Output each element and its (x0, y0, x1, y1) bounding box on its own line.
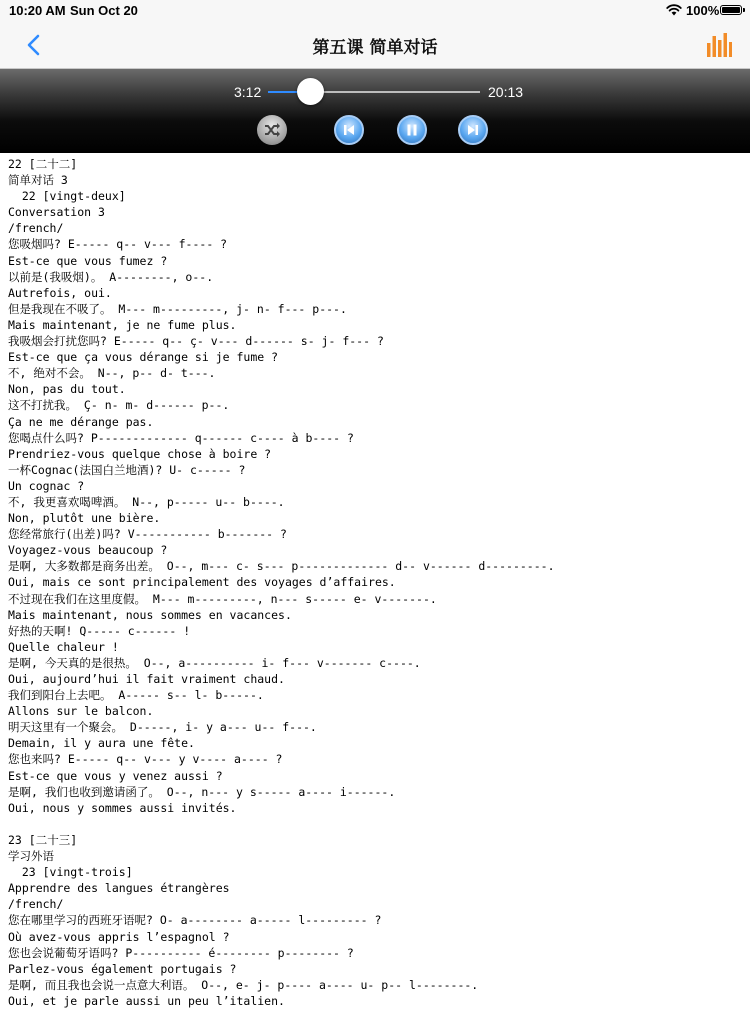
text-line: 一杯Cognac(法国白兰地酒)? U- c----- ? (8, 462, 246, 477)
text-line: 这不打扰我。 Ç- n- m- d------ p--. (8, 398, 230, 413)
text-line: Est-ce que ça vous dérange si je fume ? (8, 350, 279, 365)
text-line: Oui, mais ce sont principalement des voyages d’affaires. (8, 575, 396, 590)
text-line: Conversation 3 (8, 205, 105, 220)
navigation-bar (0, 22, 750, 69)
text-line: 是啊, 今天真的是很热。 O--, a---------- i- f--- v------- c----. (8, 655, 421, 670)
text-line: Oui, et je parle aussi un peu l’italien. (8, 993, 285, 1008)
text-line: Voyagez-vous beaucoup ? (8, 543, 168, 558)
text-line: 不过现在我们在这里度假。 M--- m---------, n--- s----- e- v-------. (8, 591, 437, 606)
text-line: 是啊, 我们也收到邀请函了。 O--, n--- y s----- a---- i------. (8, 784, 396, 799)
text-line: Demain, il y aura une fête. (8, 736, 195, 751)
text-line: /french/ (8, 221, 64, 236)
text-line: 简单对话 3 (8, 173, 68, 188)
text-line: Autrefois, oui. (8, 285, 112, 300)
text-line: 学习外语 (8, 849, 54, 864)
text-line: 不, 绝对不会。 N--, p-- d- t---. (8, 366, 216, 381)
text-line: 23 [vingt-trois] (8, 865, 133, 880)
lesson-text (8, 156, 748, 1008)
text-line: Ça ne me dérange pas. (8, 414, 154, 429)
text-line: Prendriez-vous quelque chose à boire ? (8, 446, 272, 461)
shuffle-icon (257, 115, 287, 145)
text-line: Quelle chaleur ! (8, 639, 119, 654)
text-line: 您经常旅行(出差)吗? V----------- b------- ? (8, 527, 287, 542)
text-line: 我吸烟会打扰您吗? E----- q-- ç- v--- d------ s- j- f--- ? (8, 334, 384, 349)
text-line: Oui, aujourd’hui il fait vraiment chaud. (8, 672, 285, 686)
text-line: Non, pas du tout. (8, 382, 126, 397)
text-line: /french/ (8, 897, 64, 912)
status-time: 10:20 AM (9, 3, 66, 18)
text-line: 您吸烟吗? E----- q-- v--- f---- ? (8, 237, 228, 252)
text-line: 不, 我更喜欢喝啤酒。 N--, p----- u-- b----. (8, 494, 285, 509)
text-line: 以前是(我吸烟)。 A--------, o--. (8, 269, 214, 284)
text-line: 好热的天啊! Q----- c------ ! (8, 623, 191, 638)
text-line: 是啊, 而且我也会说一点意大利语。 O--, e- j- p---- a---- u- p-- l--------. (8, 977, 479, 992)
battery-icon (720, 5, 742, 15)
text-line: Apprendre des langues étrangères (8, 881, 230, 896)
battery-percent: 100% (686, 3, 720, 18)
text-line: Oui, nous y sommes aussi invités. (8, 800, 237, 815)
text-line: Où avez-vous appris l’espagnol ? (8, 929, 230, 944)
pause-icon (399, 117, 425, 143)
status-bar (0, 0, 750, 22)
page-title: 第五课 简单对话 (312, 38, 438, 58)
text-line: Est-ce que vous y venez aussi ? (8, 768, 223, 783)
text-line: 明天这里有一个聚会。 D-----, i- y a--- u-- f---. (8, 720, 317, 735)
text-line: Mais maintenant, nous sommes en vacances. (8, 607, 292, 622)
text-line: Mais maintenant, je ne fume plus. (8, 317, 237, 332)
text-line: 23 [二十三] (8, 832, 78, 847)
text-line: Est-ce que vous fumez ? (8, 253, 168, 268)
wifi-icon (666, 4, 682, 16)
text-line: 22 [vingt-deux] (8, 189, 126, 204)
text-line: Un cognac ? (8, 478, 85, 493)
text-line: 您也会说葡萄牙语吗? P---------- é-------- p-------- ? (8, 945, 354, 960)
pause-button[interactable] (397, 115, 427, 145)
status-date: Sun Oct 20 (70, 3, 138, 18)
previous-button[interactable] (334, 115, 364, 145)
text-line: 您也来吗? E----- q-- v--- y v---- a---- ? (8, 752, 283, 767)
text-line: 是啊, 大多数都是商务出差。 O--, m--- c- s--- p------------- d-- v------ d---------. (8, 559, 555, 574)
total-time: 20:13 (488, 84, 524, 100)
text-line: 我们到阳台上去吧。 A----- s-- l- b-----. (8, 688, 264, 703)
shuffle-button[interactable] (257, 115, 287, 145)
text-line (8, 816, 748, 832)
text-line: 但是我现在不吸了。 M--- m---------, j- n- f--- p---. (8, 301, 347, 316)
next-icon (460, 117, 486, 143)
text-line: Allons sur le balcon. (8, 704, 154, 719)
previous-icon (336, 117, 362, 143)
text-line: 您喝点什么吗? P------------- q------ c---- à b---- ? (8, 430, 354, 445)
audio-player (0, 69, 750, 153)
next-button[interactable] (458, 115, 488, 145)
text-line: Non, plutôt une bière. (8, 511, 161, 526)
text-line: Parlez-vous également portugais ? (8, 961, 237, 976)
progress-thumb[interactable] (297, 78, 324, 105)
text-line: 您在哪里学习的西班牙语呢? O- a-------- a----- l--------- ? (8, 913, 382, 928)
text-line: 22 [二十二] (8, 157, 78, 171)
current-time: 3:12 (234, 84, 262, 100)
bar-chart-icon[interactable] (706, 33, 732, 57)
